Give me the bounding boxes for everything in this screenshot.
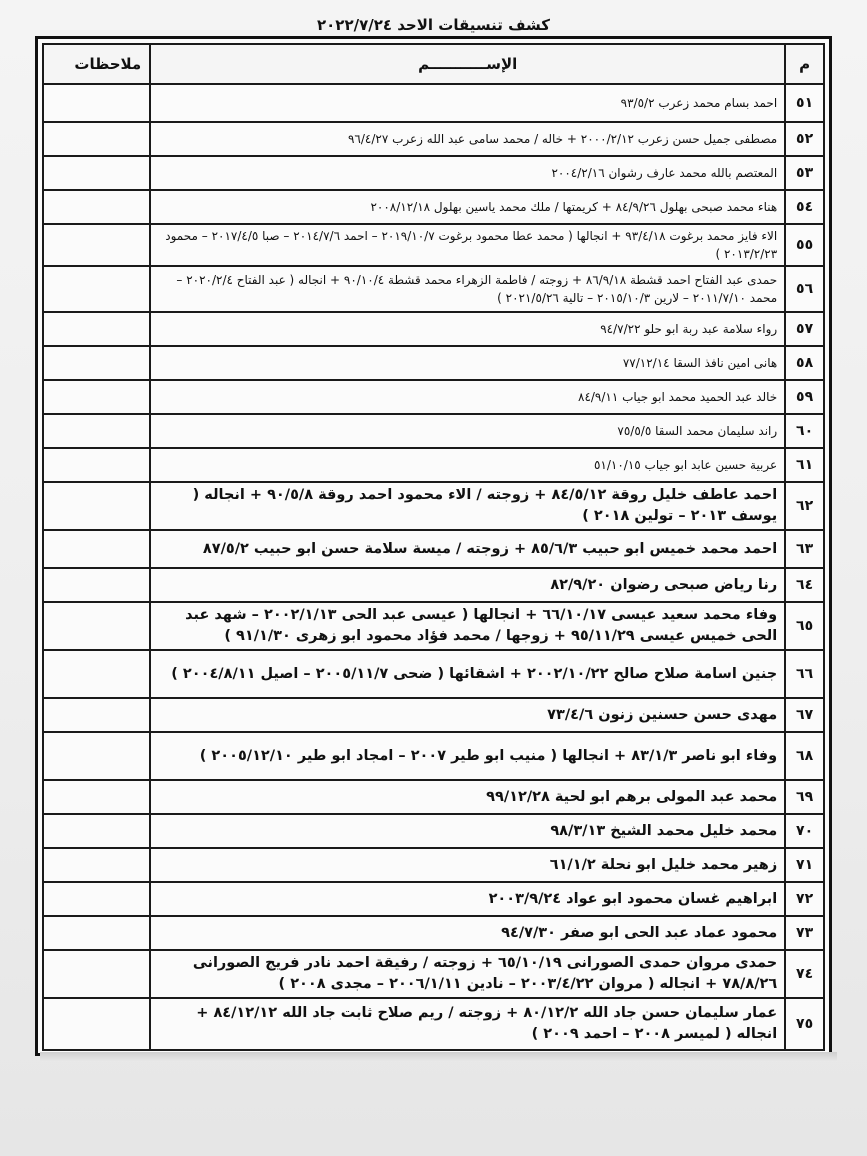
notes-cell bbox=[43, 732, 150, 780]
notes-cell bbox=[43, 568, 150, 602]
table-row bbox=[43, 780, 824, 814]
name-cell: احمد محمد خميس ابو حبيب ٨٥/٦/٣ + زوجته / ميسة سلامة حسن ابو حبيب ٨٧/٥/٢ bbox=[150, 530, 785, 568]
notes-cell bbox=[43, 780, 150, 814]
table-container bbox=[42, 43, 825, 1049]
row-number-cell: ٦٣ bbox=[785, 530, 824, 568]
row-number-cell: ٦٠ bbox=[785, 414, 824, 448]
table-row bbox=[43, 950, 824, 998]
table-frame bbox=[35, 36, 832, 1056]
notes-cell bbox=[43, 698, 150, 732]
notes-cell bbox=[43, 650, 150, 698]
notes-column-header: ملاحظات bbox=[43, 44, 150, 84]
notes-cell bbox=[43, 916, 150, 950]
row-number-cell: ٥٦ bbox=[785, 266, 824, 312]
number-column-header: م bbox=[785, 44, 824, 84]
name-column-header: الإســـــــــــم bbox=[150, 44, 785, 84]
notes-cell bbox=[43, 814, 150, 848]
name-cell: ابراهيم غسان محمود ابو عواد ٢٠٠٣/٩/٢٤ bbox=[150, 882, 785, 916]
notes-cell bbox=[43, 346, 150, 380]
name-cell: محمد عبد المولى برهم ابو لحية ٩٩/١٢/٢٨ bbox=[150, 780, 785, 814]
names-table bbox=[42, 43, 825, 1051]
name-cell: راند سليمان محمد السقا ٧٥/٥/٥ bbox=[150, 414, 785, 448]
notes-cell bbox=[43, 602, 150, 650]
table-row bbox=[43, 156, 824, 190]
notes-cell bbox=[43, 84, 150, 122]
table-row bbox=[43, 650, 824, 698]
row-number-cell: ٦١ bbox=[785, 448, 824, 482]
name-cell: مهدى حسن حسنين زنون ٧٣/٤/٦ bbox=[150, 698, 785, 732]
notes-cell bbox=[43, 882, 150, 916]
notes-cell bbox=[43, 156, 150, 190]
name-cell: محمد خليل محمد الشيخ ٩٨/٣/١٣ bbox=[150, 814, 785, 848]
name-cell: وفاء محمد سعيد عيسى ٦٦/١٠/١٧ + انجالها ( عيسى عبد الحى ٢٠٠٢/١/١٣ – شهد عبد الحى خميس عيسى ٩٥/١١/٢٩ + زوجها / محمد فؤاد محمود ابو زهرى ٩١/١/٣٠ ) bbox=[150, 602, 785, 650]
row-number-cell: ٦٤ bbox=[785, 568, 824, 602]
notes-cell bbox=[43, 414, 150, 448]
table-row bbox=[43, 814, 824, 848]
table-row bbox=[43, 848, 824, 882]
table-row bbox=[43, 482, 824, 530]
table-row bbox=[43, 568, 824, 602]
table-row bbox=[43, 882, 824, 916]
notes-cell bbox=[43, 312, 150, 346]
notes-cell bbox=[43, 190, 150, 224]
notes-cell bbox=[43, 848, 150, 882]
table-row bbox=[43, 122, 824, 156]
name-cell: هناء محمد صبحى بهلول ٨٤/٩/٢٦ + كريمتها / ملك محمد ياسين بهلول ٢٠٠٨/١٢/١٨ bbox=[150, 190, 785, 224]
notes-cell bbox=[43, 448, 150, 482]
row-number-cell: ٦٨ bbox=[785, 732, 824, 780]
row-number-cell: ٦٥ bbox=[785, 602, 824, 650]
row-number-cell: ٥٤ bbox=[785, 190, 824, 224]
table-row bbox=[43, 448, 824, 482]
table-row bbox=[43, 266, 824, 312]
page-title: كشف تنسيقات الاحد ٢٠٢٢/٧/٢٤ bbox=[317, 16, 550, 34]
notes-cell bbox=[43, 482, 150, 530]
table-row bbox=[43, 380, 824, 414]
notes-cell bbox=[43, 950, 150, 998]
row-number-cell: ٧٠ bbox=[785, 814, 824, 848]
name-cell: هانى امين نافذ السقا ٧٧/١٢/١٤ bbox=[150, 346, 785, 380]
name-cell: وفاء ابو ناصر ٨٣/١/٣ + انجالها ( منيب ابو طير ٢٠٠٧ – امجاد ابو طير ٢٠٠٥/١٢/١٠ ) bbox=[150, 732, 785, 780]
table-row bbox=[43, 346, 824, 380]
notes-cell bbox=[43, 122, 150, 156]
name-cell: مصطفى جميل حسن زعرب ٢٠٠٠/٢/١٢ + خاله / محمد سامى عبد الله زعرب ٩٦/٤/٢٧ bbox=[150, 122, 785, 156]
notes-cell bbox=[43, 998, 150, 1050]
notes-cell bbox=[43, 530, 150, 568]
name-cell: خالد عبد الحميد محمد ابو جياب ٨٤/٩/١١ bbox=[150, 380, 785, 414]
row-number-cell: ٥٢ bbox=[785, 122, 824, 156]
table-row bbox=[43, 916, 824, 950]
row-number-cell: ٧١ bbox=[785, 848, 824, 882]
notes-cell bbox=[43, 266, 150, 312]
row-number-cell: ٧٣ bbox=[785, 916, 824, 950]
name-cell: المعتصم بالله محمد عارف رشوان ٢٠٠٤/٢/١٦ bbox=[150, 156, 785, 190]
row-number-cell: ٥٧ bbox=[785, 312, 824, 346]
page-edge-shadow bbox=[40, 1052, 837, 1062]
name-cell: احمد عاطف خليل روقة ٨٤/٥/١٢ + زوجته / الاء محمود احمد روقة ٩٠/٥/٨ + انجاله ( يوسف ٢٠١٣ – تولين ٢٠١٨ ) bbox=[150, 482, 785, 530]
row-number-cell: ٧٢ bbox=[785, 882, 824, 916]
row-number-cell: ٥٣ bbox=[785, 156, 824, 190]
name-cell: حمدى عبد الفتاح احمد قشطة ٨٦/٩/١٨ + زوجته / فاطمة الزهراء محمد قشطة ٩٠/١٠/٤ + انجاله ( عبد الفتاح ٢٠٢٠/٢/٤ – محمد ٢٠١١/٧/١٠ – لارين ٢٠١٥/١٠/٣ – تالية ٢٠٢١/٥/٢٦ ) bbox=[150, 266, 785, 312]
name-cell: رنا رياض صبحى رضوان ٨٢/٩/٢٠ bbox=[150, 568, 785, 602]
name-cell: جنين اسامة صلاح صالح ٢٠٠٢/١٠/٢٢ + اشقائها ( ضحى ٢٠٠٥/١١/٧ – اصيل ٢٠٠٤/٨/١١ ) bbox=[150, 650, 785, 698]
row-number-cell: ٥٥ bbox=[785, 224, 824, 266]
notes-cell bbox=[43, 380, 150, 414]
name-cell: عربية حسين عابد ابو جياب ٥١/١٠/١٥ bbox=[150, 448, 785, 482]
notes-cell bbox=[43, 224, 150, 266]
row-number-cell: ٦٢ bbox=[785, 482, 824, 530]
table-row bbox=[43, 414, 824, 448]
row-number-cell: ٥١ bbox=[785, 84, 824, 122]
table-row bbox=[43, 84, 824, 122]
table-row bbox=[43, 312, 824, 346]
name-cell: الاء فايز محمد برغوت ٩٣/٤/١٨ + انجالها ( محمد عطا محمود برغوت ٢٠١٩/١٠/٧ – احمد ٢٠١٤/٧/٦ – صبا ٢٠١٧/٤/٥ – محمود ٢٠١٣/٢/٢٣ ) bbox=[150, 224, 785, 266]
row-number-cell: ٦٦ bbox=[785, 650, 824, 698]
name-cell: حمدى مروان حمدى الصورانى ٦٥/١٠/١٩ + زوجته / رفيقة احمد نادر فريج الصورانى ٧٨/٨/٢٦ + انجاله ( مروان ٢٠٠٣/٤/٢٢ – نادين ٢٠٠٦/١/١١ – مجدى ٢٠٠٨ ) bbox=[150, 950, 785, 998]
row-number-cell: ٦٩ bbox=[785, 780, 824, 814]
table-row bbox=[43, 732, 824, 780]
row-number-cell: ٦٧ bbox=[785, 698, 824, 732]
name-cell: احمد بسام محمد زعرب ٩٣/٥/٢ bbox=[150, 84, 785, 122]
table-row bbox=[43, 602, 824, 650]
row-number-cell: ٥٨ bbox=[785, 346, 824, 380]
table-row bbox=[43, 224, 824, 266]
table-row bbox=[43, 998, 824, 1050]
name-cell: محمود عماد عبد الحى ابو صفر ٩٤/٧/٣٠ bbox=[150, 916, 785, 950]
row-number-cell: ٧٥ bbox=[785, 998, 824, 1050]
table-header-row bbox=[43, 44, 824, 84]
name-cell: زهير محمد خليل ابو نحلة ٦١/١/٢ bbox=[150, 848, 785, 882]
name-cell: رواء سلامة عبد ربة ابو حلو ٩٤/٧/٢٢ bbox=[150, 312, 785, 346]
table-row bbox=[43, 698, 824, 732]
table-row bbox=[43, 190, 824, 224]
row-number-cell: ٥٩ bbox=[785, 380, 824, 414]
row-number-cell: ٧٤ bbox=[785, 950, 824, 998]
name-cell: عمار سليمان حسن جاد الله ٨٠/١٢/٢ + زوجته / ريم صلاح ثابت جاد الله ٨٤/١٢/١٢ + انجاله ( لميسر ٢٠٠٨ – احمد ٢٠٠٩ ) bbox=[150, 998, 785, 1050]
table-row bbox=[43, 530, 824, 568]
